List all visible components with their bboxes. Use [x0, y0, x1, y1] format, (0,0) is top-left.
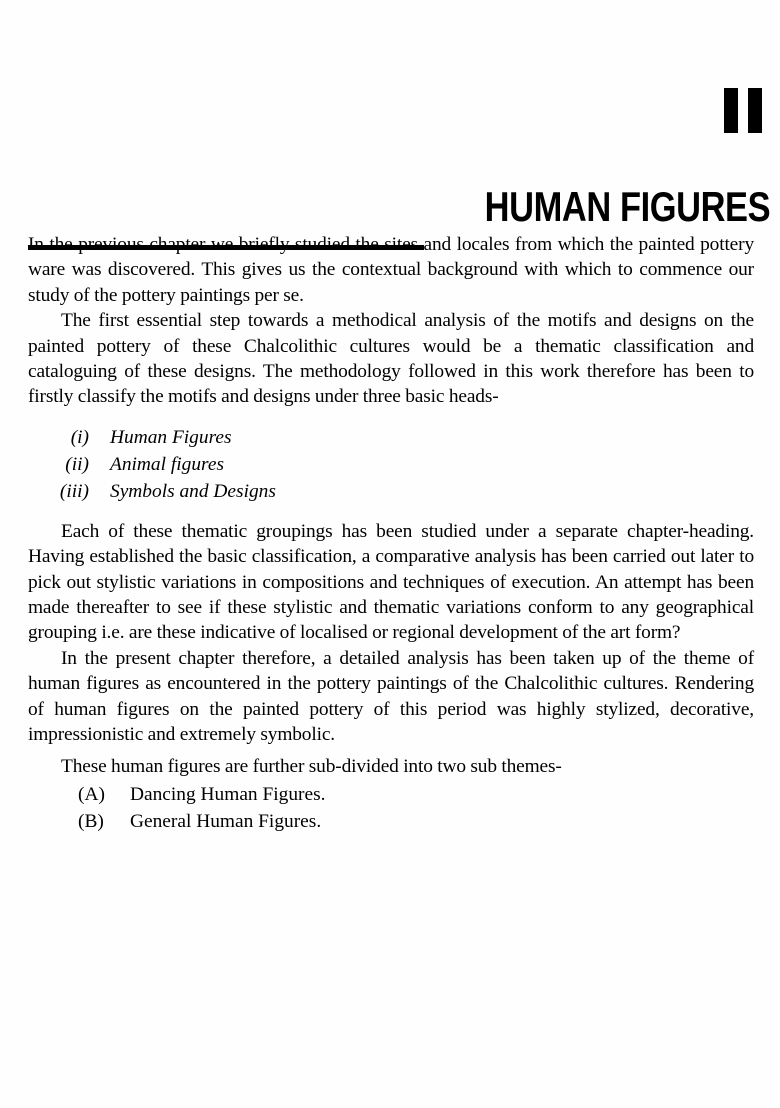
paragraph-methodology: The first essential step towards a methodical analysis of the motifs and designs on the painted pottery of these Chalcolithic cultures would be a thematic classification and cataloguing of these designs. The methodology followed in this work therefore has been to firstly classify the motifs and designs under three basic heads- [28, 310, 754, 408]
list-item [28, 808, 754, 835]
paragraph-present-chapter: In the present chapter therefore, a detailed analysis has been taken up of the theme of human figures as encountered in the pottery paintings of the Chalcolithic cultures. Rendering of human figures on the painted pottery of this period was highly stylized, decorative, impressionistic and extremely symbolic. [28, 647, 754, 746]
list-item-label: Symbols and Designs [110, 480, 276, 502]
list-item-label: Animal figures [110, 453, 225, 475]
paragraph-sub-themes-intro: These human figures are further sub-divided into two sub themes- [61, 755, 562, 777]
list-item-label: Human Figures [110, 426, 232, 448]
thematic-heads-list [28, 424, 754, 505]
list-marker: (B) [78, 810, 104, 832]
list-marker: (i) [70, 426, 89, 448]
body-content [28, 232, 754, 835]
chapter-number [724, 88, 762, 133]
paragraph-grouping-analysis: Each of these thematic groupings has been studied under a separate chapter-heading. Having established the basic classification, a comparative analysis has been carried out later to pick out stylistic variations in compositions and techniques of execution. An attempt has been made thereafter to see if these stylistic and thematic variations conform to any geographical grouping i.e. are these indicative of localised or regional development of the art form? [28, 520, 754, 644]
roman-numeral-bar-1 [724, 88, 738, 133]
list-marker: (A) [78, 783, 105, 805]
list-marker: (ii) [65, 453, 89, 475]
paragraph-intro: In the previous chapter we briefly studied the sites and locales from which the painted pottery ware was discovered. This gives us the contextual background with which to commence our study of the pottery paintings per se. [28, 234, 754, 306]
list-item [28, 781, 754, 808]
list-item [28, 478, 754, 505]
list-item [28, 424, 754, 451]
list-item-label: General Human Figures. [130, 810, 322, 832]
page-title: HUMAN FIGURES [484, 183, 770, 231]
list-marker: (iii) [59, 480, 89, 502]
list-item-label: Dancing Human Figures. [130, 783, 326, 805]
roman-numeral-bar-2 [748, 88, 762, 133]
list-item [28, 451, 754, 478]
sub-themes-list [28, 781, 754, 835]
